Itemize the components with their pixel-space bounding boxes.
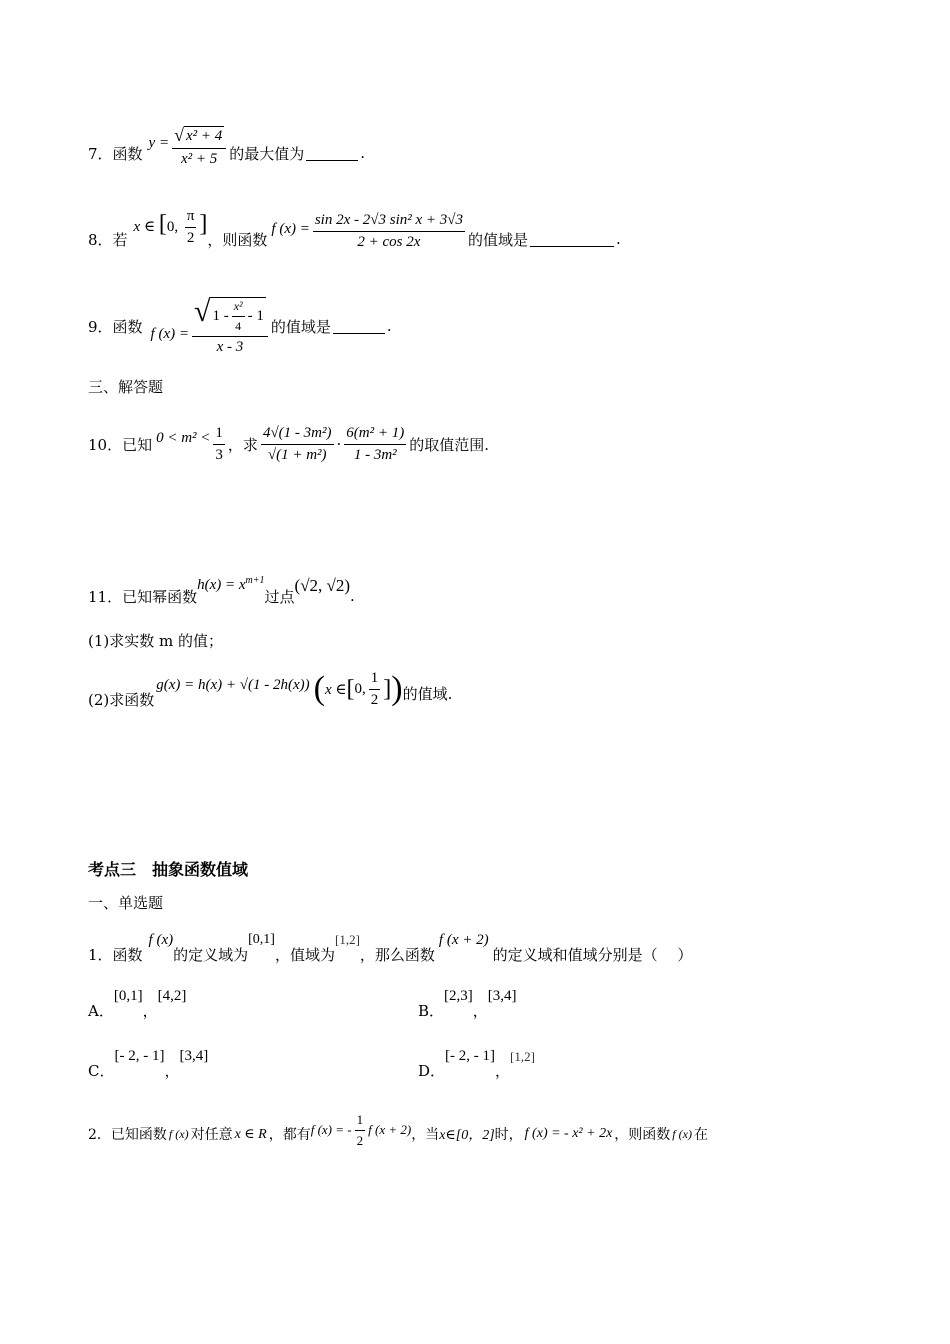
q10-text-mid: ，求 xyxy=(227,435,258,454)
q7-label: 7．函数 xyxy=(88,144,143,163)
q10-dot: · xyxy=(336,435,342,453)
mc1-option-c[interactable] xyxy=(88,1046,209,1080)
q11-hx: $h(x) = x^{m+1}$ xyxy=(197,574,265,593)
mc1-fx2: f (x + 2) xyxy=(438,931,489,948)
mc2-fx: f (x) xyxy=(168,1126,189,1141)
mc1-t4: 的定义域和值域分别是（ ） xyxy=(492,945,693,964)
option-value-b: [1,2] xyxy=(510,1048,535,1064)
question-11 xyxy=(88,566,355,610)
topic-heading: 考点三 抽象函数值域 xyxy=(88,860,249,879)
q10-expr-2: $\frac{\text{6(m² + 1)}}{\text{1 - 3m²}}$ xyxy=(346,424,405,463)
mc2-t5: ，则函数 xyxy=(614,1127,671,1143)
q8-label: 8．若 xyxy=(88,230,128,249)
q8-answer-blank[interactable] xyxy=(530,232,614,247)
mc1-option-b[interactable] xyxy=(418,986,517,1020)
q10-condition: 0 < m² < xyxy=(156,429,211,446)
mc-question-1 xyxy=(88,924,692,968)
q8-fx: f (x) = xyxy=(271,220,310,237)
q8-numerator: sin 2x - 2√3 sin² x + 3√3 xyxy=(313,212,465,232)
question-9 xyxy=(88,286,392,366)
section-heading-1: 一、单选题 xyxy=(88,894,164,912)
option-value-a: [- 2, - 1] xyxy=(445,1048,496,1064)
mc1-t3: ，那么函数 xyxy=(359,945,435,964)
mc2-cond: x ∈ R xyxy=(234,1126,267,1142)
q9-rad-a: 1 - xyxy=(212,307,229,324)
option-label: C． xyxy=(88,1062,115,1080)
mc2-eq2: f (x) = - x² + 2x xyxy=(524,1126,613,1141)
q7-denominator: x² + 5 xyxy=(181,151,218,167)
q7-y: y = xyxy=(148,134,170,151)
q11-p2-expr: g(x) = h(x) + √(1 - 2h(x)) xyxy=(156,676,310,693)
option-sep: ， xyxy=(164,1062,180,1080)
mc2-fx3: f (x) xyxy=(672,1126,692,1141)
q11-text-mid: 过点 xyxy=(264,587,295,606)
mc1-t2: ，值域为 xyxy=(274,945,335,964)
section-heading-3: 三、解答题 xyxy=(88,378,164,396)
q11-part-2 xyxy=(88,664,452,714)
question-7 xyxy=(88,118,365,188)
q9-rad-tail: - 1 xyxy=(247,307,264,324)
option-label: D． xyxy=(418,1062,446,1080)
q9-end: . xyxy=(386,317,392,335)
q10-text-after: 的取值范围. xyxy=(409,435,490,454)
q9-answer-blank[interactable] xyxy=(333,319,385,334)
q7-fraction: √ x² + 4 x² + 5 xyxy=(172,126,226,168)
question-10 xyxy=(88,406,489,482)
q10-expr-1: $\frac{\text{4√(1 - 3m²)}}{\text{√(1 + m²)}}$ xyxy=(262,424,332,463)
option-value-b: [4,2] xyxy=(157,988,187,1004)
q9-label: 9．函数 xyxy=(88,317,143,336)
option-value-a: [2,3] xyxy=(444,988,473,1004)
q11-point: (√2, √2) xyxy=(294,576,351,595)
q9-text-after: 的值域是 xyxy=(270,317,331,336)
q9-fraction: √ 1 - $\frac{\text{x²}}{4}$ - 1 x - 3 xyxy=(192,297,268,356)
mc2-eq: f (x) = - $\frac{1}{2}$ f (x + 2) xyxy=(310,1111,412,1148)
option-label: A． xyxy=(88,1002,114,1020)
q11-part-1: (1)求实数 m 的值； xyxy=(88,632,224,650)
mc1-t1: 的定义域为 xyxy=(173,945,249,964)
q7-answer-blank[interactable] xyxy=(306,146,358,161)
q7-text-after: 的最大值为 xyxy=(229,144,305,163)
q10-cond-fraction: $\frac{1}{3}$ xyxy=(215,424,223,463)
mc2-label: 2．已知函数 xyxy=(88,1127,167,1143)
option-value-a: [0,1] xyxy=(113,988,143,1004)
option-label: B． xyxy=(418,1002,445,1020)
q9-denominator: x - 3 xyxy=(216,338,244,355)
option-sep: ， xyxy=(142,1002,158,1020)
q8-end: . xyxy=(616,230,621,248)
q8-fraction xyxy=(313,212,465,251)
mc1-range: [1,2] xyxy=(334,932,360,947)
q8-text-after: 的值域是 xyxy=(468,230,529,249)
q11-label: 11．已知幂函数 xyxy=(88,587,198,606)
q11-p2-condition: ( x ∈ [ 0, $\frac{1}{2}$ ] ) xyxy=(313,669,403,708)
option-sep: ， xyxy=(495,1062,511,1080)
mc1-option-d[interactable] xyxy=(418,1046,535,1080)
mc2-cond2: x∈[0，2] xyxy=(439,1128,495,1143)
option-value-a: [- 2, - 1] xyxy=(114,1048,165,1064)
q10-label: 10．已知 xyxy=(88,435,153,454)
q11-p2-label: (2)求函数 xyxy=(88,690,155,709)
option-value-b: [3,4] xyxy=(487,988,517,1004)
mc-question-2 xyxy=(88,1112,708,1156)
question-8 xyxy=(88,204,621,274)
mc1-option-a[interactable] xyxy=(88,986,187,1020)
q7-numerator: x² + 4 xyxy=(185,128,223,144)
mc2-t2: ，都有 xyxy=(268,1127,311,1143)
mc1-label: 1．函数 xyxy=(88,945,143,964)
mc1-fx: f (x) xyxy=(148,931,174,948)
option-sep: ， xyxy=(472,1002,488,1020)
mc2-t6: 在 xyxy=(693,1127,708,1143)
q7-end: . xyxy=(360,144,366,162)
q8-condition: x ∈ [0, $\frac{\pi}{2}$ ] xyxy=(133,207,208,246)
q9-fx: f (x) = xyxy=(150,325,189,342)
mc2-t1: 对任意 xyxy=(190,1127,233,1143)
option-value-b: [3,4] xyxy=(179,1048,209,1064)
q11-end: . xyxy=(350,587,355,605)
mc2-t3: ，当 xyxy=(411,1127,440,1143)
mc1-domain: [0,1] xyxy=(248,932,275,947)
mc2-t4: 时， xyxy=(494,1127,523,1143)
q11-p2-after: 的值域. xyxy=(402,684,453,703)
q8-denominator: 2 + cos 2x xyxy=(357,233,421,250)
q8-text-mid: ，则函数 xyxy=(207,230,268,249)
